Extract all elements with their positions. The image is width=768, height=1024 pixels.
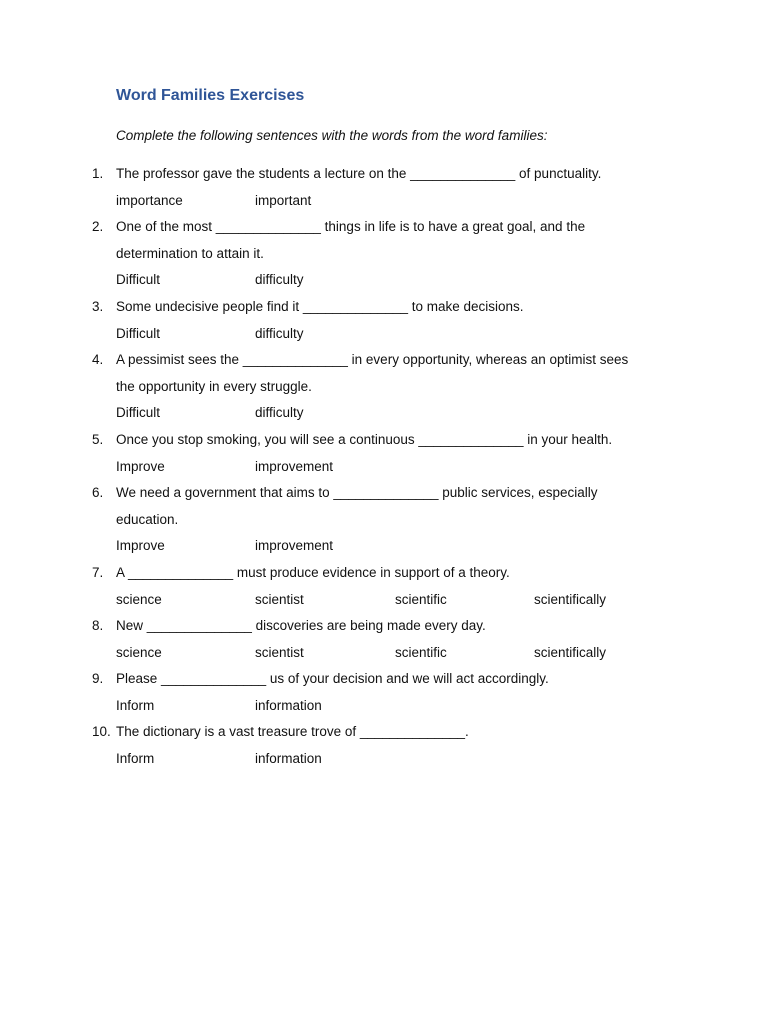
sentence-text: The dictionary is a vast treasure trove of ______________. [116,724,469,740]
instructions-text: Complete the following sentences with the words from the word families: [116,128,548,143]
exercise-number: 10. [92,724,111,740]
exercise-item [0,669,768,722]
word-options [0,749,768,776]
exercise-number: 2. [92,219,104,235]
word-option: important [255,192,312,208]
word-option: Inform [116,751,155,767]
exercise-item [0,297,768,350]
word-option: scientifically [534,591,607,607]
word-option: Difficult [116,272,161,288]
sentence-text: A pessimist sees the ______________ in every opportunity, whereas an optimist sees [116,352,629,368]
word-options [0,324,768,351]
sentence-text: A ______________ must produce evidence in support of a theory. [116,564,510,580]
exercise-item [0,217,768,297]
word-option: improvement [255,458,334,474]
word-option: difficulty [255,272,304,288]
document-title: Word Families Exercises [116,87,305,104]
exercise-item [0,722,768,775]
exercise-number: 5. [92,431,104,447]
word-options [0,403,768,430]
word-option: Difficult [116,325,161,341]
sentence-line [0,483,768,510]
word-option: Inform [116,697,155,713]
word-options [0,590,768,617]
word-option: importance [116,192,183,208]
word-options [0,270,768,297]
word-option: scientist [255,644,304,660]
exercise-number: 6. [92,485,104,501]
sentence-text: the opportunity in every struggle. [116,378,312,394]
word-option: Difficult [116,405,161,421]
exercise-number: 3. [92,298,104,314]
word-option: difficulty [255,405,304,421]
exercise-list [0,164,768,776]
sentence-line [0,350,768,377]
sentence-line [0,616,768,643]
sentence-line [0,164,768,191]
sentence-line [0,669,768,696]
word-options [0,457,768,484]
sentence-text: We need a government that aims to ______________ public services, especially [116,485,598,501]
sentence-text: education. [116,511,179,527]
exercise-item [0,350,768,430]
word-options [0,643,768,670]
word-options [0,696,768,723]
sentence-text: Some undecisive people find it ______________ to make decisions. [116,298,524,314]
sentence-line [0,244,768,271]
word-option: information [255,751,322,767]
exercise-number: 8. [92,618,104,634]
sentence-text: determination to attain it. [116,245,264,261]
word-options [0,536,768,563]
word-option: science [116,644,162,660]
word-option: information [255,697,322,713]
sentence-line [0,430,768,457]
sentence-line [0,563,768,590]
word-option: science [116,591,162,607]
sentence-line [0,297,768,324]
sentence-line [0,722,768,749]
exercise-item [0,563,768,616]
exercise-item [0,430,768,483]
exercise-item [0,164,768,217]
sentence-text: One of the most ______________ things in life is to have a great goal, and the [116,219,586,235]
sentence-line [0,217,768,244]
word-option: scientifically [534,644,607,660]
word-option: Improve [116,458,165,474]
word-option: Improve [116,538,165,554]
exercise-number: 7. [92,564,104,580]
sentence-line [0,510,768,537]
exercise-item [0,483,768,563]
sentence-text: Please ______________ us of your decision and we will act accordingly. [116,671,549,687]
sentence-text: New ______________ discoveries are being made every day. [116,618,486,634]
word-option: scientific [395,591,447,607]
sentence-text: The professor gave the students a lecture on the ______________ of punctuality. [116,166,602,181]
exercise-item [0,616,768,669]
exercise-number: 1. [92,166,104,181]
word-option: scientist [255,591,304,607]
sentence-text: Once you stop smoking, you will see a continuous ______________ in your health. [116,431,613,447]
word-option: difficulty [255,325,304,341]
exercise-number: 4. [92,352,104,368]
word-option: improvement [255,538,334,554]
sentence-line [0,377,768,404]
exercise-number: 9. [92,671,104,687]
word-options [0,191,768,218]
word-option: scientific [395,644,447,660]
